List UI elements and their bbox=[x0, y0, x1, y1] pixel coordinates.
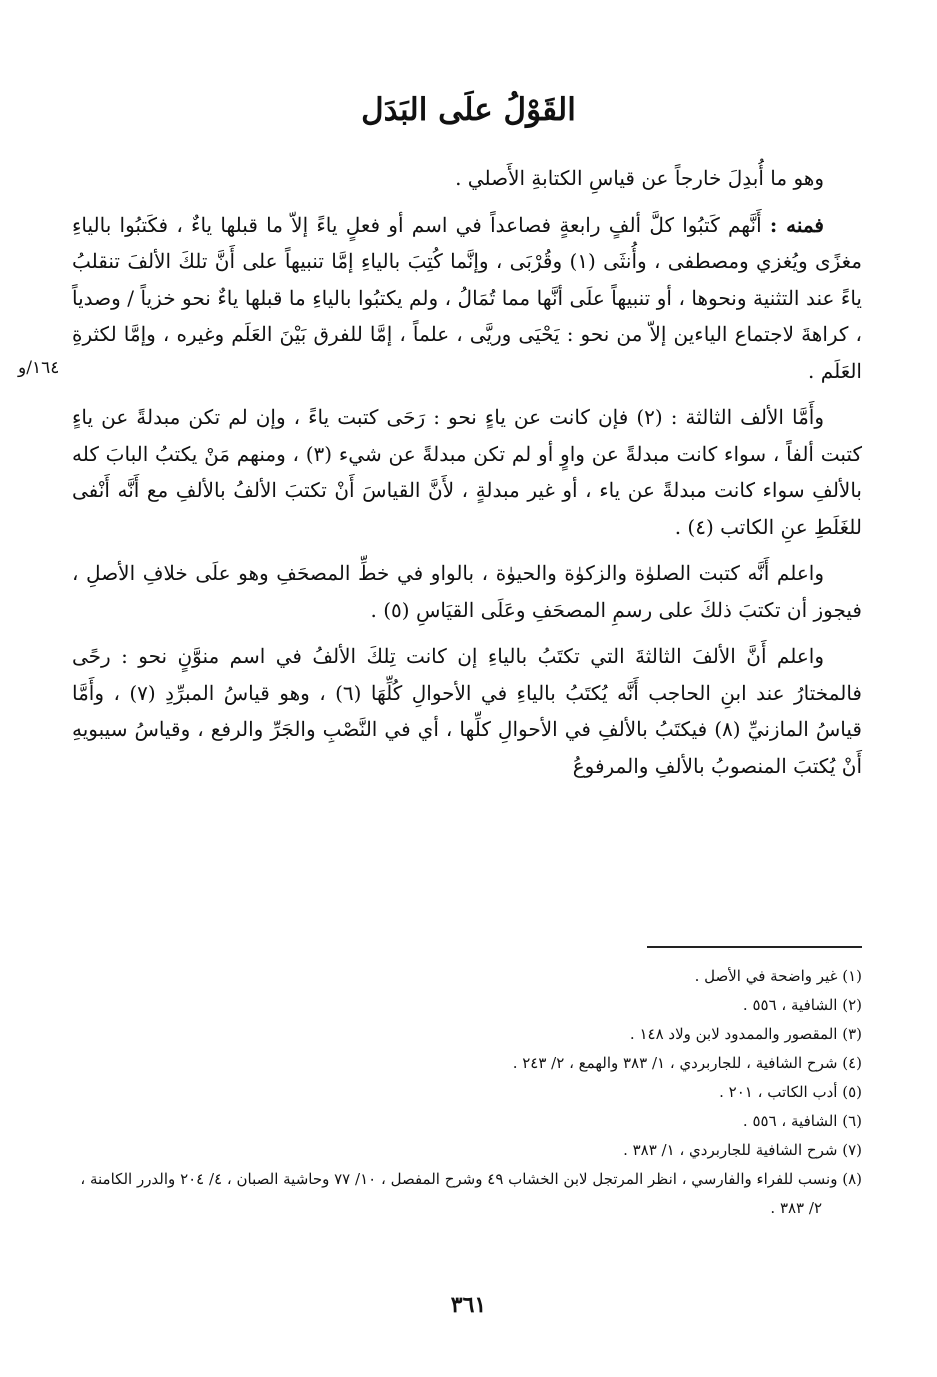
paragraph-4: واعلم أَنَّ الألفَ الثالثةَ التي تكتَبُ بالياءِ إن كانت تِلكَ الألفُ في اسم منوَّنٍ نحو : رحًى فالمختارُ عند ابنِ الحاجب أَنَّه يُكتَبُ بالياءِ في الأحوالِ كُلِّهَا (٦) ، وهو قياسُ المبرِّدِ (٧) ، وأَمَّا قياسُ المازنيِّ (٨) فيكتَبُ بالألفِ في الأحوالِ كلِّها ، أي في النَّصْبِ والجَرِّ والرفع ، وقياسُ سيبويهِ أَنْ يُكتبَ المنصوبُ بالألفِ والمرفوعُ bbox=[72, 644, 862, 778]
footnote: (٦) الشافية ، ٥٥٦ . bbox=[742, 1112, 862, 1130]
intro-paragraph: وهو ما أُبدِلَ خارجاً عن قياسِ الكتابةِ الأَصلي . bbox=[455, 166, 824, 190]
page-number: ٣٦١ bbox=[450, 1292, 487, 1318]
paragraph-1-lead: فمنه : bbox=[769, 212, 824, 237]
margin-folio-note: ١٦٤/و bbox=[18, 358, 60, 378]
paragraph-2: وأَمَّا الألف الثالثة : (٢) فإن كانت عن ياءٍ نحو : رَحَى كتبت ياءً ، وإن لم تكن مبدلةً عن ياءٍ كتبت ألفاً ، سواء كانت مبدلةً عن واوٍ أو لم تكن مبدلةً عن شيء (٣) ، ومنهم مَنْ يكتبُ البابَ كله بالألفِ سواء كانت مبدلةً عن ياء ، أو غير مبدلةٍ ، لأَنَّ القياسَ أَنْ تكتبَ الألفُ بالألفِ مع أَنَّه أَنْفى للغَلَطِ عنِ الكاتب (٤) . bbox=[72, 405, 862, 539]
footnote: (٥) أدب الكاتب ، ٢٠١ . bbox=[719, 1083, 862, 1101]
section-title: القَوْلُ علَى البَدَل bbox=[361, 92, 576, 128]
footnote: (١) غير واضحة في الأصل . bbox=[694, 967, 862, 985]
footnotes-list bbox=[72, 962, 862, 1223]
footnote: (٤) شرح الشافية ، للجاربردي ، ١/ ٣٨٣ والهمع ، ٢/ ٢٤٣ . bbox=[512, 1054, 862, 1072]
footnote: (٢) الشافية ، ٥٥٦ . bbox=[742, 996, 862, 1014]
footnote: (٨) ونسب للفراء والفارسي ، انظر المرتجل لابن الخشاب ٤٩ وشرح المفصل ، ١٠/ ٧٧ وحاشية الصبان ، ٤/ ٢٠٤ والدرر الكامنة ، ٢/ ٣٨٣ . bbox=[80, 1170, 862, 1217]
footnote: (٣) المقصور والممدود لابن ولاد ١٤٨ . bbox=[629, 1025, 862, 1043]
footnote-divider bbox=[647, 946, 862, 948]
main-text bbox=[72, 160, 862, 794]
footnote: (٧) شرح الشافية للجاربردي ، ١/ ٣٨٣ . bbox=[623, 1141, 862, 1159]
paragraph-1-text: أَنَّهم كَتبُوا كلَّ ألفٍ رابعةٍ فصاعداً في اسم أو فعلٍ ياءً إلاّ ما قبلها ياءٌ ، فكَتبُوا بالياءِ مغزًى ويُغزي ومصطفى ، وأُنثَى (١) وقُرْبَى ، وإنَّما كُتِبَ بالياءِ إمَّا تنبيهاً على أَنَّ تلكَ الألفَ تنقلبُ ياءً عند التثنية ونحوها ، أو تنبيهاً علَى أنَّها مما تُمَالُ ، ولم يكتبُوا بالياءِ ما قبلها ياءٌ نحو خزياً / وصدياً ، كراهةَ لاجتماع الياءين إلاّ من نحو : يَحْيَى وريَّى ، علماً ، إمَّا للفرق بَيْنَ العَلَم وغيره ، وإمَّا لكثرةِ العَلَم . bbox=[72, 212, 862, 383]
paragraph-3: واعلم أَنَّه كتبت الصلوٰة والزكوٰة والحيوٰة ، بالواو في خطِّ المصحَفِ وهو علَى خلافِ الأصلِ ، فيجوز أن تكتبَ ذلكَ على رسمِ المصحَفِ وعَلَى القيَاسِ (٥) . bbox=[72, 561, 862, 622]
paragraph-1 bbox=[72, 207, 862, 390]
